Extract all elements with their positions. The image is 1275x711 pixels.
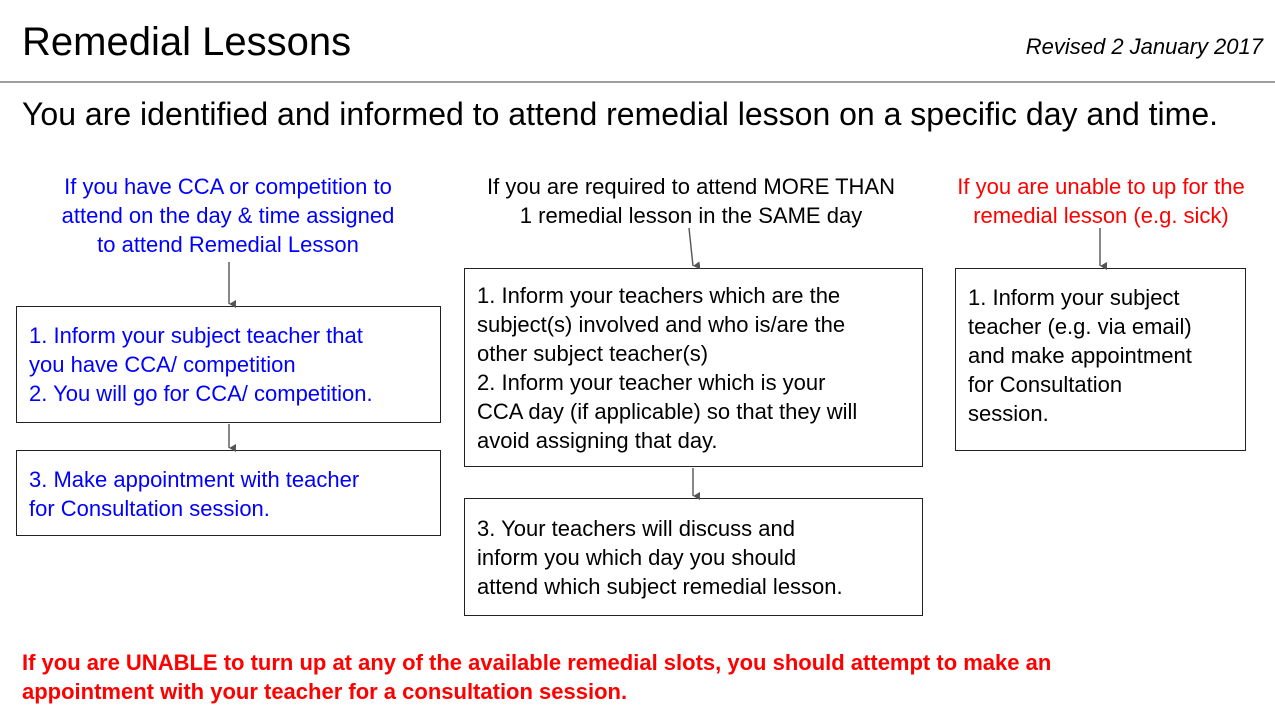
cca-step-1-box xyxy=(16,306,441,423)
unable-step-1-line: teacher (e.g. via email) xyxy=(968,314,1192,339)
multiple-step-1-line: subject(s) involved and who is/are the xyxy=(477,311,846,337)
cca-heading-line: to attend Remedial Lesson xyxy=(97,232,359,257)
multiple-step-2-line: 2. Inform your teacher which is your xyxy=(477,369,826,395)
page-title: Remedial Lessons xyxy=(22,20,352,64)
multiple-step-3-line: 3. Your teachers will discuss and xyxy=(477,515,795,541)
unable-step-1-line: 1. Inform your subject xyxy=(968,285,1180,310)
footer-note xyxy=(22,648,1262,706)
footer-note-line: appointment with your teacher for a consultation session. xyxy=(22,679,628,704)
multiple-step-3-line: inform you which day you should xyxy=(477,544,797,570)
cca-heading xyxy=(14,172,442,259)
cca-step-3-box xyxy=(16,450,441,536)
revised-date: Revised 2 January 2017 xyxy=(1025,34,1263,59)
footer-note-line: If you are UNABLE to turn up at any of the available remedial slots, you should attempt to make an xyxy=(22,650,1052,675)
cca-step-3-line: 3. Make appointment with teacher xyxy=(29,467,360,492)
intro-statement: You are identified and informed to attend remedial lesson on a specific day and time. xyxy=(22,96,1218,132)
multiple-heading-line: If you are required to attend MORE THAN xyxy=(487,174,895,199)
cca-step-1-line: 2. You will go for CCA/ competition. xyxy=(29,381,373,406)
cca-step-1-line: 1. Inform your subject teacher that xyxy=(29,323,363,348)
multiple-step-1-line: other subject teacher(s) xyxy=(477,340,709,366)
unable-step-1-line: session. xyxy=(968,401,1049,426)
multiple-step-1-box xyxy=(464,268,923,467)
multiple-heading xyxy=(452,172,930,230)
header-divider xyxy=(0,81,1275,83)
unable-step-1-line: for Consultation xyxy=(968,372,1123,397)
multiple-step-2-line: CCA day (if applicable) so that they will xyxy=(477,398,858,424)
multiple-heading-line: 1 remedial lesson in the SAME day xyxy=(519,203,863,228)
unable-heading-line: remedial lesson (e.g. sick) xyxy=(973,203,1229,228)
cca-step-1-line: you have CCA/ competition xyxy=(29,352,296,377)
cca-heading-line: attend on the day & time assigned xyxy=(61,203,395,228)
cca-step-3-line: for Consultation session. xyxy=(29,496,270,521)
unable-heading xyxy=(934,172,1268,230)
multiple-step-1-line: 1. Inform your teachers which are the xyxy=(477,282,841,308)
unable-step-1-box xyxy=(955,268,1246,451)
unable-step-1-line: and make appointment xyxy=(968,343,1192,368)
multiple-step-3-box xyxy=(464,498,923,616)
arrow-multiple-heading-to-step1 xyxy=(689,228,693,266)
unable-heading-line: If you are unable to up for the xyxy=(957,174,1245,199)
cca-heading-line: If you have CCA or competition to xyxy=(64,174,392,199)
multiple-step-2-line: avoid assigning that day. xyxy=(477,427,718,453)
multiple-step-3-line: attend which subject remedial lesson. xyxy=(477,573,843,599)
